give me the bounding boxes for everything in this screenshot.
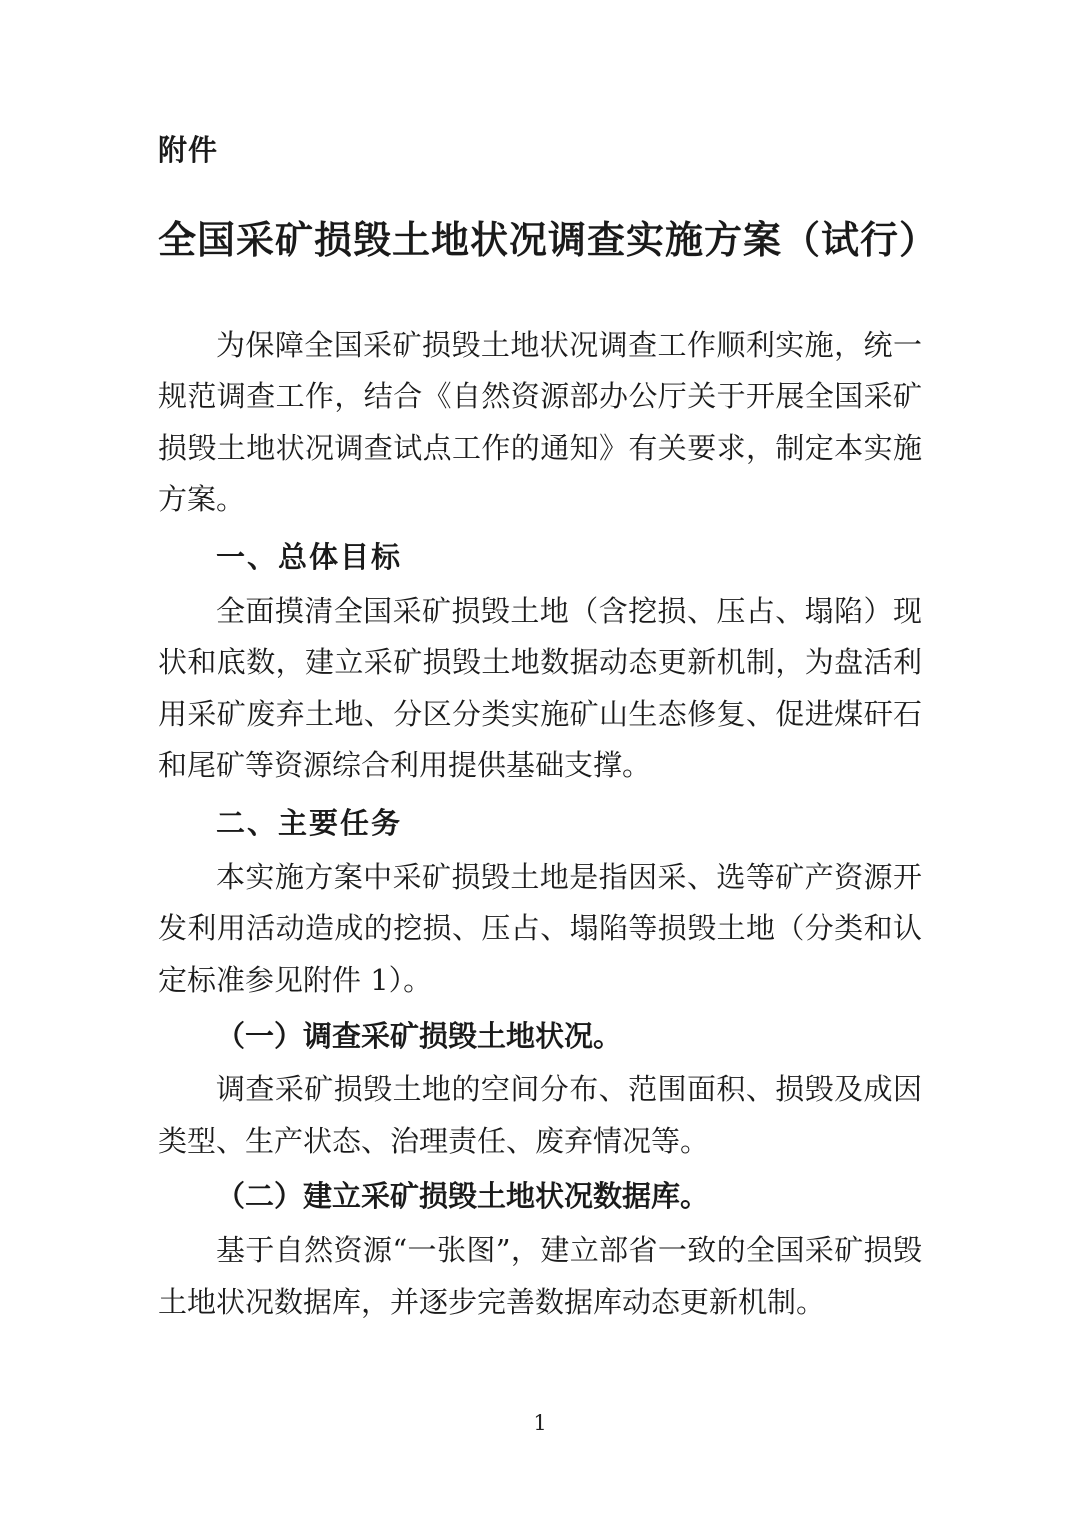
page-number: 1 [533, 1411, 547, 1435]
intro-paragraph: 为保障全国采矿损毁土地状况调查工作顺利实施，统一规范调查工作，结合《自然资源部办公厅关于开展全国采矿损毁土地状况调查试点工作的通知》有关要求，制定本实施方案。 [158, 327, 922, 517]
section-2-paragraph-1: 本实施方案中采矿损毁土地是指因采、选等矿产资源开发利用活动造成的挖损、压占、塌陷等损毁土地（分类和认定标准参见附件 1）。 [158, 859, 922, 997]
section-heading-2: 二、主要任务 [216, 806, 403, 841]
subsection-2-2-paragraph-1: 基于自然资源“一张图”，建立部省一致的全国采矿损毁土地状况数据库，并逐步完善数据库动态更新机制。 [158, 1232, 922, 1319]
subsection-heading-2-1: （一）调查采矿损毁土地状况。 [216, 1018, 623, 1053]
subsection-2-1-paragraph-1: 调查采矿损毁土地的空间分布、范围面积、损毁及成因类型、生产状态、治理责任、废弃情况等。 [158, 1072, 922, 1158]
section-heading-1: 一、总体目标 [216, 540, 403, 575]
page-title: 全国采矿损毁土地状况调查实施方案（试行） [158, 216, 939, 262]
subsection-heading-2-2: （二）建立采矿损毁土地状况数据库。 [216, 1179, 710, 1214]
section-1-paragraph-1: 全面摸清全国采矿损毁土地（含挖损、压占、塌陷）现状和底数，建立采矿损毁土地数据动态更新机制，为盘活利用采矿废弃土地、分区分类实施矿山生态修复、促进煤矸石和尾矿等资源综合利用提供基础支撑。 [158, 593, 922, 783]
attachment-label: 附件 [158, 133, 219, 167]
